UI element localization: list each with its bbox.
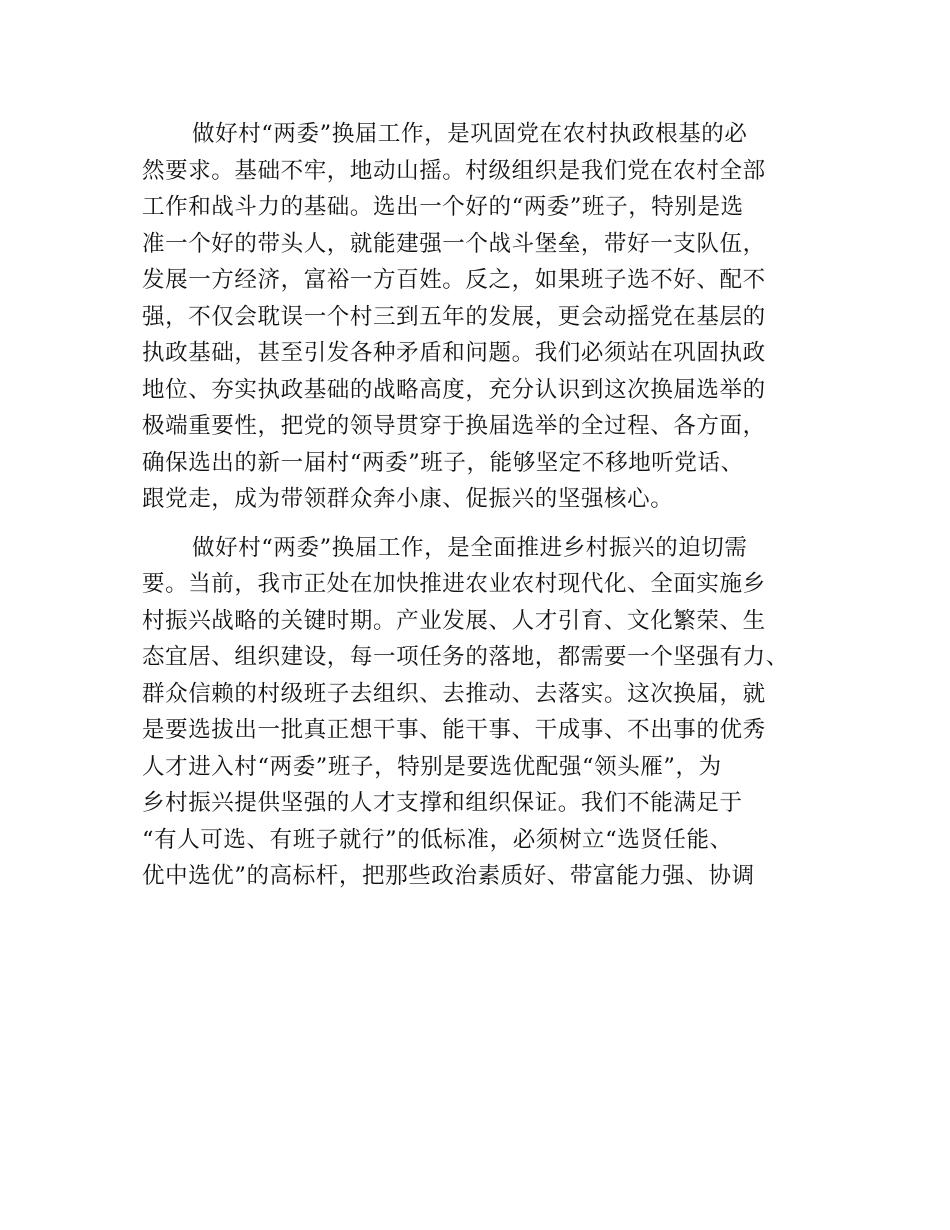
text-line: 工作和战斗力的基础。选出一个好的“两委”班子，特别是选 xyxy=(142,194,744,220)
text-line: 执政基础，甚至引发各种矛盾和问题。我们必须站在巩固执政 xyxy=(142,340,766,366)
text-line: 村振兴战略的关键时期。产业发展、人才引育、文化繁荣、生 xyxy=(142,607,766,634)
text-line: 人才进入村“两委”班子，特别是要选优配强“领头雁”，为 xyxy=(142,753,722,780)
text-line: 做好村“两委”换届工作，是巩固党在农村执政根基的必 xyxy=(192,121,748,147)
text-line: 然要求。基础不牢，地动山摇。村级组织是我们党在农村全部 xyxy=(142,157,766,184)
text-line: 优中选优”的高标杆，把那些政治素质好、带富能力强、协调 xyxy=(142,863,755,889)
text-line: 群众信赖的村级班子去组织、去推动、去落实。这次换届，就 xyxy=(142,680,766,707)
text-line: 确保选出的新一届村“两委”班子，能够坚定不移地听党话、 xyxy=(142,449,744,476)
text-line: 乡村振兴提供坚强的人才支撑和组织保证。我们不能满足于 xyxy=(142,790,743,816)
paragraph-1 xyxy=(142,116,814,518)
document-body xyxy=(142,116,814,907)
text-line: 是要选拔出一批真正想干事、能干事、干成事、不出事的优秀 xyxy=(142,717,766,743)
text-line: 发展一方经济，富裕一方百姓。反之，如果班子选不好、配不 xyxy=(142,267,766,293)
text-line: 准一个好的带头人，就能建强一个战斗堡垒，带好一支队伍， xyxy=(142,230,766,257)
text-line: 要。当前，我市正处在加快推进农业农村现代化、全面实施乡 xyxy=(142,571,766,597)
text-line: “有人可选、有班子就行”的低标准，必须树立“选贤任能、 xyxy=(142,826,733,853)
text-line: 极端重要性，把党的领导贯穿于换届选举的全过程、各方面， xyxy=(142,413,766,439)
text-line: 做好村“两委”换届工作，是全面推进乡村振兴的迫切需 xyxy=(192,534,748,561)
text-line: 跟党走，成为带领群众奔小康、促振兴的坚强核心。 xyxy=(142,486,674,512)
paragraph-2 xyxy=(142,530,814,895)
text-line: 地位、夯实执政基础的战略高度，充分认识到这次换届选举的 xyxy=(142,376,766,403)
text-line: 态宜居、组织建设，每一项任务的落地，都需要一个坚强有力、 xyxy=(142,644,789,670)
text-line: 强，不仅会耽误一个村三到五年的发展，更会动摇党在基层的 xyxy=(142,303,766,330)
